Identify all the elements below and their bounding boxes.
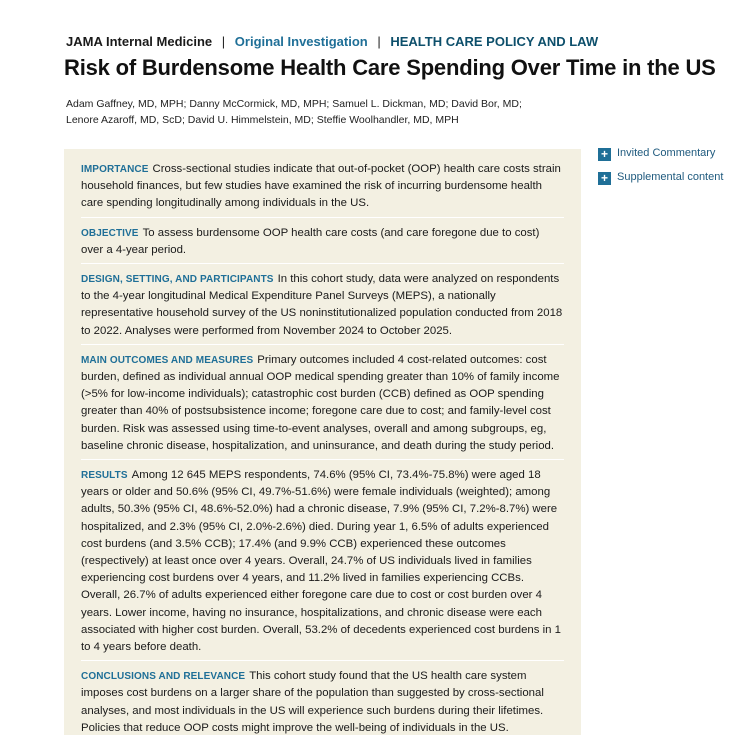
abstract-results — [81, 460, 564, 661]
abstract-text: Cross-sectional studies indicate that out-of-pocket (OOP) health care costs strain household finances, but few studies have examined the risk of incurring burdensome health care spending longitudinally among individuals in the US. — [81, 163, 561, 210]
author-line: Adam Gaffney, MD, MPH; Danny McCormick, MD, MPH; Samuel L. Dickman, MD; David Bor, MD; — [66, 98, 522, 110]
abstract-box — [64, 149, 581, 735]
abstract-text: In this cohort study, data were analyzed on respondents to the 4-year longitudinal Medical Expenditure Panel Surveys (MEPS), a nationally representative household survey of the US noninstitutionalized population conducted from 2018 to 2022. Analyses were performed from November 2024 to October 2025. — [81, 273, 563, 337]
plus-icon: + — [598, 172, 611, 185]
abstract-importance — [81, 161, 564, 218]
abstract-heading: OBJECTIVE — [81, 227, 139, 239]
article-type-link[interactable]: Original Investigation — [234, 34, 368, 49]
abstract-heading: CONCLUSIONS AND RELEVANCE — [81, 671, 246, 683]
abstract-heading: MAIN OUTCOMES AND MEASURES — [81, 354, 254, 366]
side-link-label[interactable]: Invited Commentary — [617, 147, 716, 159]
abstract-conclusions — [81, 661, 564, 735]
header-separator: | — [377, 34, 381, 49]
header-separator: | — [221, 34, 226, 49]
side-link-label[interactable]: Supplemental content — [617, 171, 724, 183]
abstract-heading: IMPORTANCE — [81, 164, 149, 175]
abstract-text: To assess burdensome OOP health care costs (and care foregone due to cost) over a 4-year period. — [81, 226, 540, 256]
plus-icon: + — [598, 148, 611, 161]
author-list — [66, 97, 522, 128]
related-links — [598, 145, 723, 193]
section-tag-link[interactable]: HEALTH CARE POLICY AND LAW — [390, 34, 599, 49]
supplemental-content-link[interactable] — [598, 169, 723, 185]
abstract-text: This cohort study found that the US health care system imposes cost burdens on a larger share of the population than suggested by cross-sectional analyses, and most individuals in the US will experience such burdens during their lifetimes. Policies that reduce OOP costs might improve the well-being of individuals in the US. — [81, 670, 544, 734]
article-title: Risk of Burdensome Health Care Spending Over Time in the US — [64, 55, 716, 80]
abstract-text: Primary outcomes included 4 cost-related outcomes: cost burden, defined as individual annual OOP medical spending greater than 10% of family income (>5% for low-income individuals); catastrophic cost burden (CCB) defined as OOP spending greater than 40% of postsubsistence income; foregone care due to cost; and family-level cost burden. Risk was assessed using time-to-event analyses, overall and among subgroups, eg, baseline chronic disease, hospitalization, and uninsurance, and death during the study period. — [81, 353, 560, 452]
abstract-text: Among 12 645 MEPS respondents, 74.6% (95% CI, 73.4%-75.8%) were aged 18 years or older and 50.6% (95% CI, 49.7%-51.6%) were female individuals (weighted); among adults, 50.3% (95% CI, 48.6%-52.0%) had a chronic disease, 7.9% (95% CI, 7.2%-8.7%) were hospitalized, and 2.3% (95% CI, 2.0%-2.6%) died. During year 1, 6.5% of adults experienced cost burdens (and 3.5% CCB); 17.4% (and 9.9% CCB) experienced these outcomes (respectively) at least once over 4 years. Overall, 24.7% of US individuals lived in families experiencing cost burdens over 4 years, and 11.2% lived in families experiencing CCBs. Overall, 26.7% of adults experienced either foregone care due to cost or cost burden over 4 years. Lower income, having no insurance, hospitalizations, and chronic disease were each associated with higher cost burden. Overall, 53.2% of decedents experienced cost burdens in 1 to 4 years before death. — [81, 469, 561, 654]
journal-header — [66, 34, 598, 49]
abstract-objective — [81, 218, 564, 264]
abstract-outcomes — [81, 345, 564, 460]
author-line: Lenore Azaroff, MD, ScD; David U. Himmelstein, MD; Steffie Woolhandler, MD, MPH — [66, 113, 459, 126]
invited-commentary-link[interactable] — [598, 145, 723, 161]
abstract-heading: RESULTS — [81, 470, 128, 482]
abstract-design — [81, 264, 564, 345]
abstract-heading: DESIGN, SETTING, AND PARTICIPANTS — [81, 274, 274, 286]
journal-name: JAMA Internal Medicine — [66, 34, 213, 49]
